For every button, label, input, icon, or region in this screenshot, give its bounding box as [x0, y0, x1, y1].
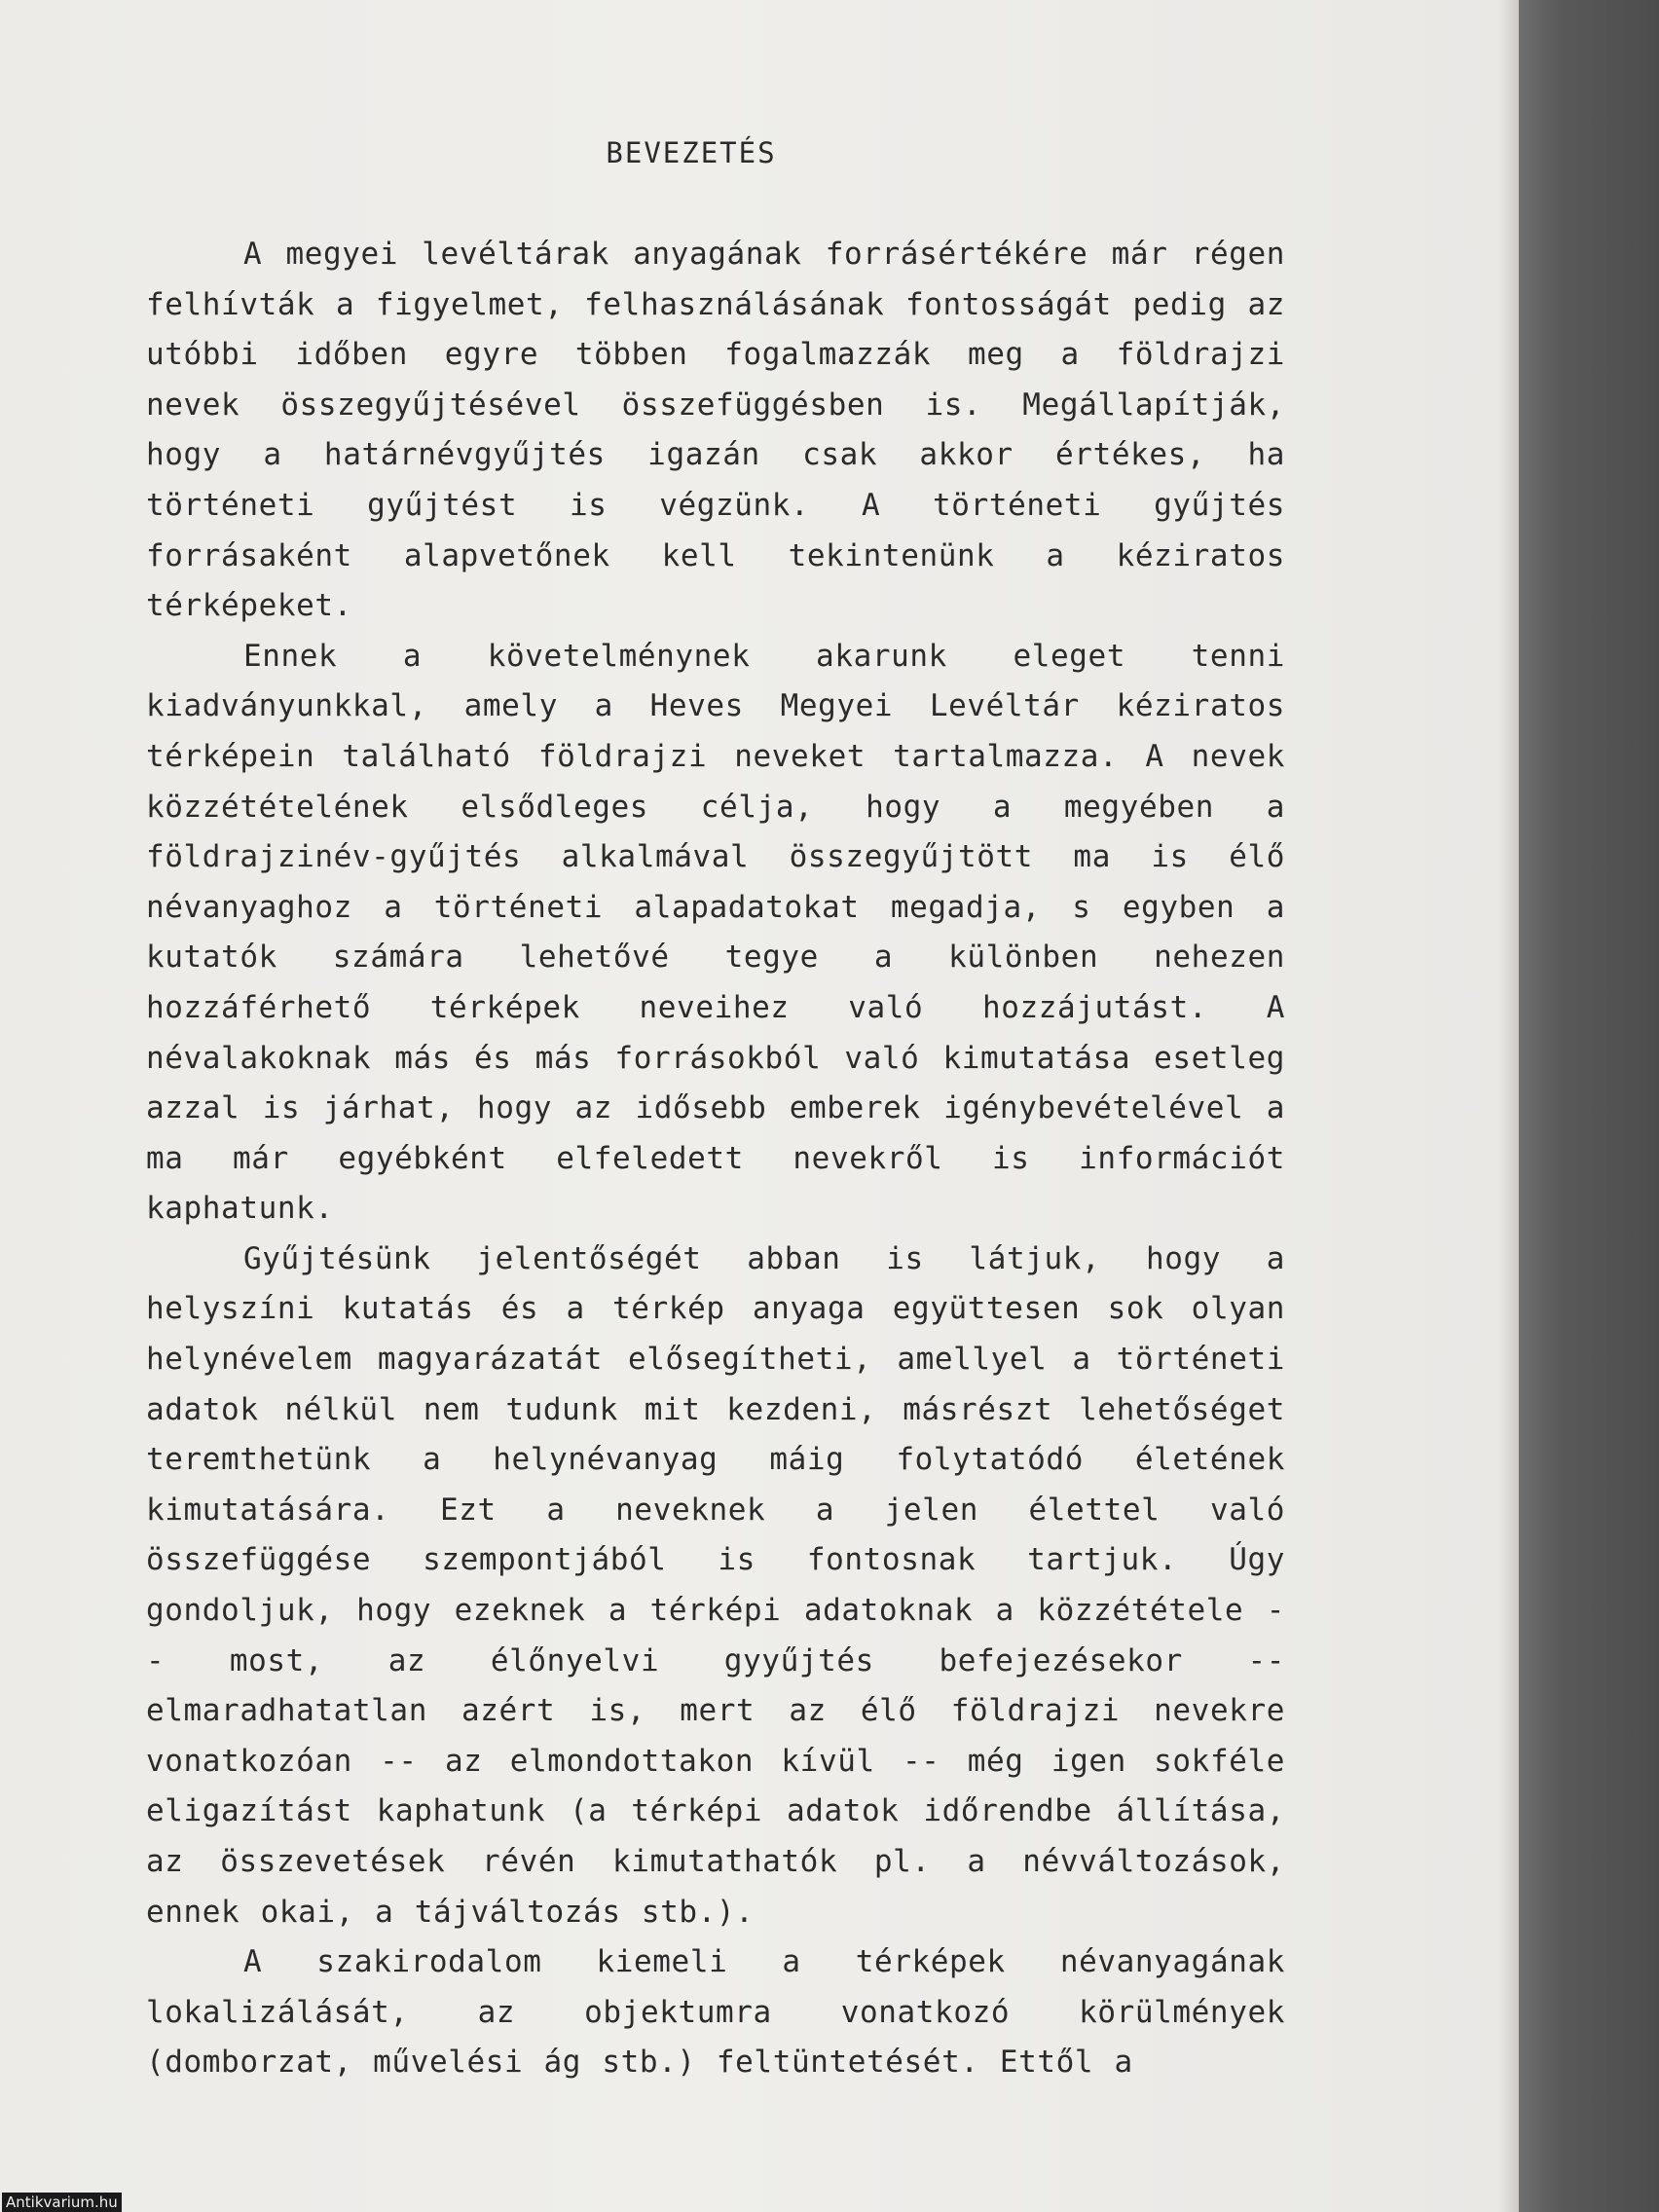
page-heading: BEVEZETÉS [606, 136, 777, 169]
paragraph-1: A megyei levéltárak anyagának forrásértékére már régen felhívták a figyelmet, felhasználásának fontosságát pedig az utóbbi időben egyre többen fogalmazzák meg a földrajzi nevek összegyűjtésével összefüggésben is. Megállapítják, hogy a határnévgyűjtés igazán csak akkor értékes, ha történeti gyűjtést is végzünk. A történeti gyűjtés forrásaként alapvetőnek kell tekintenünk a kéziratos térképeket. [146, 237, 1285, 624]
body-text [146, 230, 1285, 2088]
paragraph-2: Ennek a követelménynek akarunk eleget tenni kiadványunkkal, amely a Heves Megyei Levéltár kéziratos térképein található földrajzi neveket tartalmazza. A nevek közzétételének elsődleges célja, hogy a megyében a földrajzinév-gyűjtés alkalmával összegyűjtött ma is élő névanyaghoz a történeti alapadatokat megadja, s egyben a kutatók számára lehetővé tegye a különben nehezen hozzáférhető térképek neveihez való hozzájutást. A névalakoknak más és más forrásokból való kimutatása esetleg azzal is járhat, hogy az idősebb emberek igénybevételével a ma már egyébként elfeledett nevekről is információt kaphatunk. [146, 638, 1285, 1227]
paragraph-3: Gyűjtésünk jelentőségét abban is látjuk, hogy a helyszíni kutatás és a térkép anyaga együttesen sok olyan helynévelem magyarázatát elősegítheti, amellyel a történeti adatok nélkül nem tudunk mit kezdeni, másrészt lehetőséget teremthetünk a helynévanyag máig folytatódó életének kimutatására. Ezt a neveknek a jelen élettel való összefüggése szempontjából is fontosnak tartjuk. Úgy gondoljuk, hogy ezeknek a térképi adatoknak a közzététele -- most, az élőnyelvi gyyűjtés befejezésekor -- elmaradhatatlan azért is, mert az élő földrajzi nevekre vonatkozóan -- az elmondottakon kívül -- még igen sokféle eligazítást kaphatunk (a térképi adatok időrendbe állítása, az összevetések révén kimutathatók pl. a névváltozások, ennek okai, a tájváltozás stb.). [146, 1240, 1285, 1930]
paragraph-4: A szakirodalom kiemeli a térképek névanyagának lokalizálását, az objektumra vonatkozó körülmények (domborzat, művelési ág stb.) feltüntetését. Ettől a [146, 1944, 1285, 2081]
adjacent-page-edge [1519, 0, 1659, 2212]
watermark: Antikvarium.hu [2, 2193, 122, 2212]
